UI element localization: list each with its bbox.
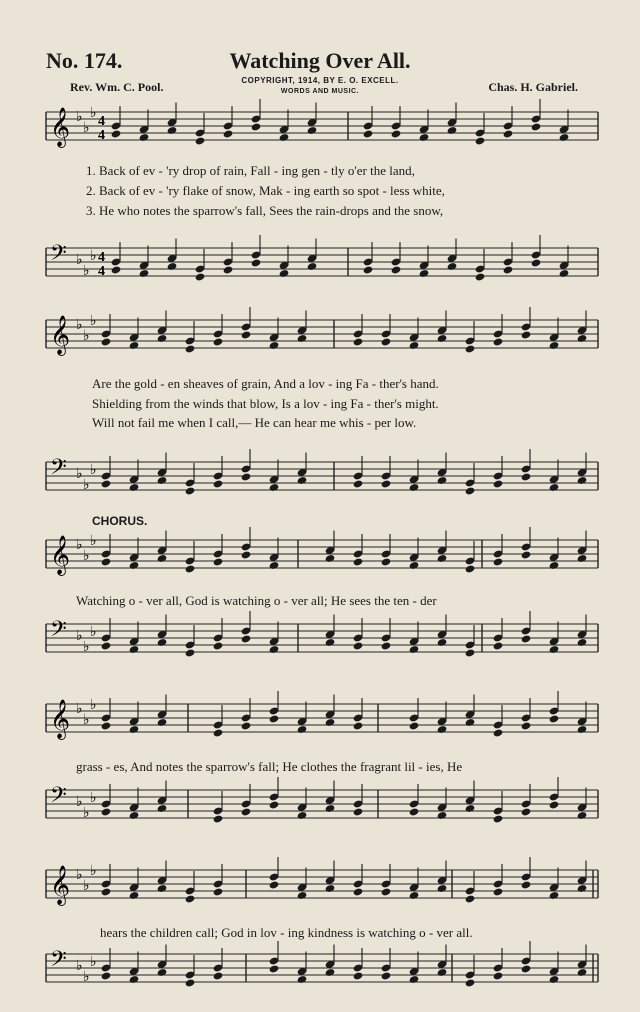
note-head [521,472,532,481]
note-head [185,978,196,987]
flat-sign: ♭ [83,263,90,279]
note-head [213,814,224,823]
note-head [437,476,448,485]
note-head [297,891,308,900]
note-head [559,133,570,142]
note-head [493,971,504,980]
note-head [269,880,280,889]
flat-sign: ♭ [76,109,83,125]
note-head [437,725,448,734]
note-head [363,129,374,138]
chorus-line-1: Watching o - ver all, God is watching o - ver all; He sees the ten - der [76,593,437,608]
note-head [465,486,476,495]
note-head [521,634,532,643]
note-head [297,476,308,485]
verse-1-line-1: 1. Back of ev - 'ry drop of rain, Fall - ing gen - tly o'er the land, [86,163,415,178]
note-head [577,638,588,647]
note-head [475,136,486,145]
note-head [213,887,224,896]
note-head [269,483,280,492]
note-head [353,807,364,816]
note-head [241,472,252,481]
note-head [101,337,112,346]
note-head [157,968,168,977]
note-head [521,330,532,339]
flat-sign: ♭ [83,328,90,344]
time-signature-treble: 4 [98,128,105,143]
bass-clef: 𝄢 [50,947,67,977]
note-head [531,258,542,267]
note-head [325,718,336,727]
note-head [297,811,308,820]
verse-2-line-1: 2. Back of ev - 'ry flake of snow, Mak - ing earth so spot - less white, [86,183,445,198]
note-head [521,550,532,559]
note-head [381,641,392,650]
verse-2-line-2: Shielding from the winds that blow, Is a lov - ing Fa - ther's might. [92,396,439,411]
note-head [251,258,262,267]
note-head [129,341,140,350]
flat-sign: ♭ [83,712,90,728]
flat-sign: ♭ [90,313,97,329]
note-head [559,269,570,278]
note-head [437,334,448,343]
note-head [223,129,234,138]
bass-clef: 𝄢 [50,241,67,271]
note-head [353,721,364,730]
note-head [139,133,150,142]
note-head [409,483,420,492]
note-head [269,714,280,723]
composer-credit: Chas. H. Gabriel. [488,80,578,94]
note-head [241,807,252,816]
words-and-music-note: WORDS AND MUSIC. [280,88,360,95]
note-head [549,341,560,350]
flat-sign: ♭ [76,628,83,644]
flat-sign: ♭ [76,701,83,717]
note-head [419,269,430,278]
note-head [213,557,224,566]
flat-sign: ♭ [83,477,90,493]
hymn-title: Watching Over All. [229,48,411,73]
hymn-number: No. 174. [46,48,123,73]
flat-sign: ♭ [83,969,90,985]
flat-sign: ♭ [90,624,97,640]
note-head [101,971,112,980]
note-head [437,554,448,563]
note-head [409,975,420,984]
note-head [157,718,168,727]
note-head [391,129,402,138]
note-head [465,648,476,657]
note-head [577,811,588,820]
note-head [549,561,560,570]
note-head [157,476,168,485]
note-head [185,564,196,573]
chorus-line-3: hears the children call; God in lov - ing kindness is watching o - ver all. [100,925,473,940]
note-head [297,334,308,343]
note-head [213,641,224,650]
note-head [465,804,476,813]
note-head [129,975,140,984]
flat-sign: ♭ [76,317,83,333]
bass-clef: 𝄢 [50,455,67,485]
flat-sign: ♭ [76,867,83,883]
note-head [353,641,364,650]
note-head [185,648,196,657]
bass-clef: 𝄢 [50,783,67,813]
note-head [409,561,420,570]
note-head [493,479,504,488]
note-head [185,344,196,353]
note-head [531,122,542,131]
note-head [549,714,560,723]
note-head [241,721,252,730]
note-head [381,557,392,566]
note-head [195,136,206,145]
note-head [129,483,140,492]
note-head [549,891,560,900]
chorus-label: CHORUS. [92,514,148,528]
note-head [101,557,112,566]
note-head [213,337,224,346]
note-head [185,486,196,495]
note-head [111,129,122,138]
note-head [129,811,140,820]
note-head [325,804,336,813]
note-head [129,645,140,654]
note-head [157,334,168,343]
flat-sign: ♭ [90,697,97,713]
flat-sign: ♭ [90,533,97,549]
note-head [157,884,168,893]
flat-sign: ♭ [90,248,97,264]
note-head [325,554,336,563]
note-head [493,337,504,346]
note-head [409,645,420,654]
note-head [437,811,448,820]
note-head [381,479,392,488]
note-head [269,964,280,973]
treble-clef: 𝄞 [50,107,71,147]
flat-sign: ♭ [76,466,83,482]
time-signature-bass: 4 [98,264,105,279]
verse-1-line-2: Are the gold - en sheaves of grain, And a lov - ing Fa - ther's hand. [92,376,439,391]
note-head [269,645,280,654]
note-head [241,634,252,643]
note-head [353,971,364,980]
note-head [139,269,150,278]
flat-sign: ♭ [83,548,90,564]
note-head [325,968,336,977]
note-head [493,887,504,896]
time-signature-bass: 4 [98,250,105,265]
flat-sign: ♭ [83,639,90,655]
note-head [465,978,476,987]
note-head [437,968,448,977]
note-head [521,721,532,730]
verse-3-line-1: 3. He who notes the sparrow's fall, Sees the rain-drops and the snow, [86,203,444,218]
author-credit: Rev. Wm. C. Pool. [70,80,164,94]
note-head [521,807,532,816]
treble-clef: 𝄞 [50,699,71,739]
note-head [577,968,588,977]
note-head [195,272,206,281]
note-head [167,126,178,135]
note-head [409,807,420,816]
note-head [577,334,588,343]
note-head [157,804,168,813]
note-head [465,564,476,573]
note-head [213,971,224,980]
note-head [447,126,458,135]
note-head [465,894,476,903]
note-head [465,344,476,353]
note-head [577,725,588,734]
flat-sign: ♭ [90,105,97,121]
note-head [577,884,588,893]
flat-sign: ♭ [90,954,97,970]
note-head [353,479,364,488]
note-head [111,265,122,274]
note-head [129,725,140,734]
bass-clef: 𝄢 [50,617,67,647]
note-head [279,133,290,142]
note-head [363,265,374,274]
note-head [549,975,560,984]
note-head [475,272,486,281]
note-head [101,641,112,650]
note-head [577,476,588,485]
note-head [409,891,420,900]
flat-sign: ♭ [90,462,97,478]
note-head [101,479,112,488]
flat-sign: ♭ [90,790,97,806]
note-head [503,265,514,274]
time-signature-treble: 4 [98,114,105,129]
treble-clef: 𝄞 [50,535,71,575]
treble-clef: 𝄞 [50,865,71,905]
note-head [297,725,308,734]
note-head [325,638,336,647]
note-head [129,561,140,570]
note-head [157,638,168,647]
note-head [223,265,234,274]
flat-sign: ♭ [76,537,83,553]
note-head [381,971,392,980]
note-head [447,262,458,271]
note-head [409,341,420,350]
note-head [493,728,504,737]
chorus-line-2: grass - es, And notes the sparrow's fall; He clothes the fragrant lil - ies, He [76,759,463,774]
note-head [353,337,364,346]
note-head [167,262,178,271]
note-head [381,337,392,346]
note-head [129,891,140,900]
treble-clef: 𝄞 [50,315,71,355]
flat-sign: ♭ [83,805,90,821]
note-head [549,483,560,492]
note-head [391,265,402,274]
flat-sign: ♭ [90,863,97,879]
flat-sign: ♭ [76,958,83,974]
note-head [213,479,224,488]
note-head [279,269,290,278]
note-head [101,807,112,816]
note-head [549,800,560,809]
note-head [101,887,112,896]
note-head [493,814,504,823]
note-head [157,554,168,563]
note-head [269,561,280,570]
note-head [409,721,420,730]
note-head [437,884,448,893]
note-head [241,330,252,339]
verse-3-line-2: Will not fail me when I call,— He can hear me whis - per low. [92,415,417,430]
flat-sign: ♭ [76,252,83,268]
note-head [521,964,532,973]
flat-sign: ♭ [83,120,90,136]
note-head [101,721,112,730]
note-head [419,133,430,142]
note-head [381,887,392,896]
note-head [465,718,476,727]
note-head [241,550,252,559]
note-head [503,129,514,138]
note-head [297,975,308,984]
note-head [325,884,336,893]
note-head [521,880,532,889]
note-head [549,645,560,654]
note-head [353,557,364,566]
copyright-notice: COPYRIGHT, 1914, BY E. O. EXCELL. [241,76,399,85]
flat-sign: ♭ [83,878,90,894]
note-head [353,887,364,896]
note-head [269,800,280,809]
note-head [269,341,280,350]
note-head [437,638,448,647]
note-head [251,122,262,131]
note-head [307,126,318,135]
note-head [493,641,504,650]
note-head [493,557,504,566]
flat-sign: ♭ [76,794,83,810]
note-head [213,728,224,737]
note-head [307,262,318,271]
note-head [577,554,588,563]
note-head [185,894,196,903]
